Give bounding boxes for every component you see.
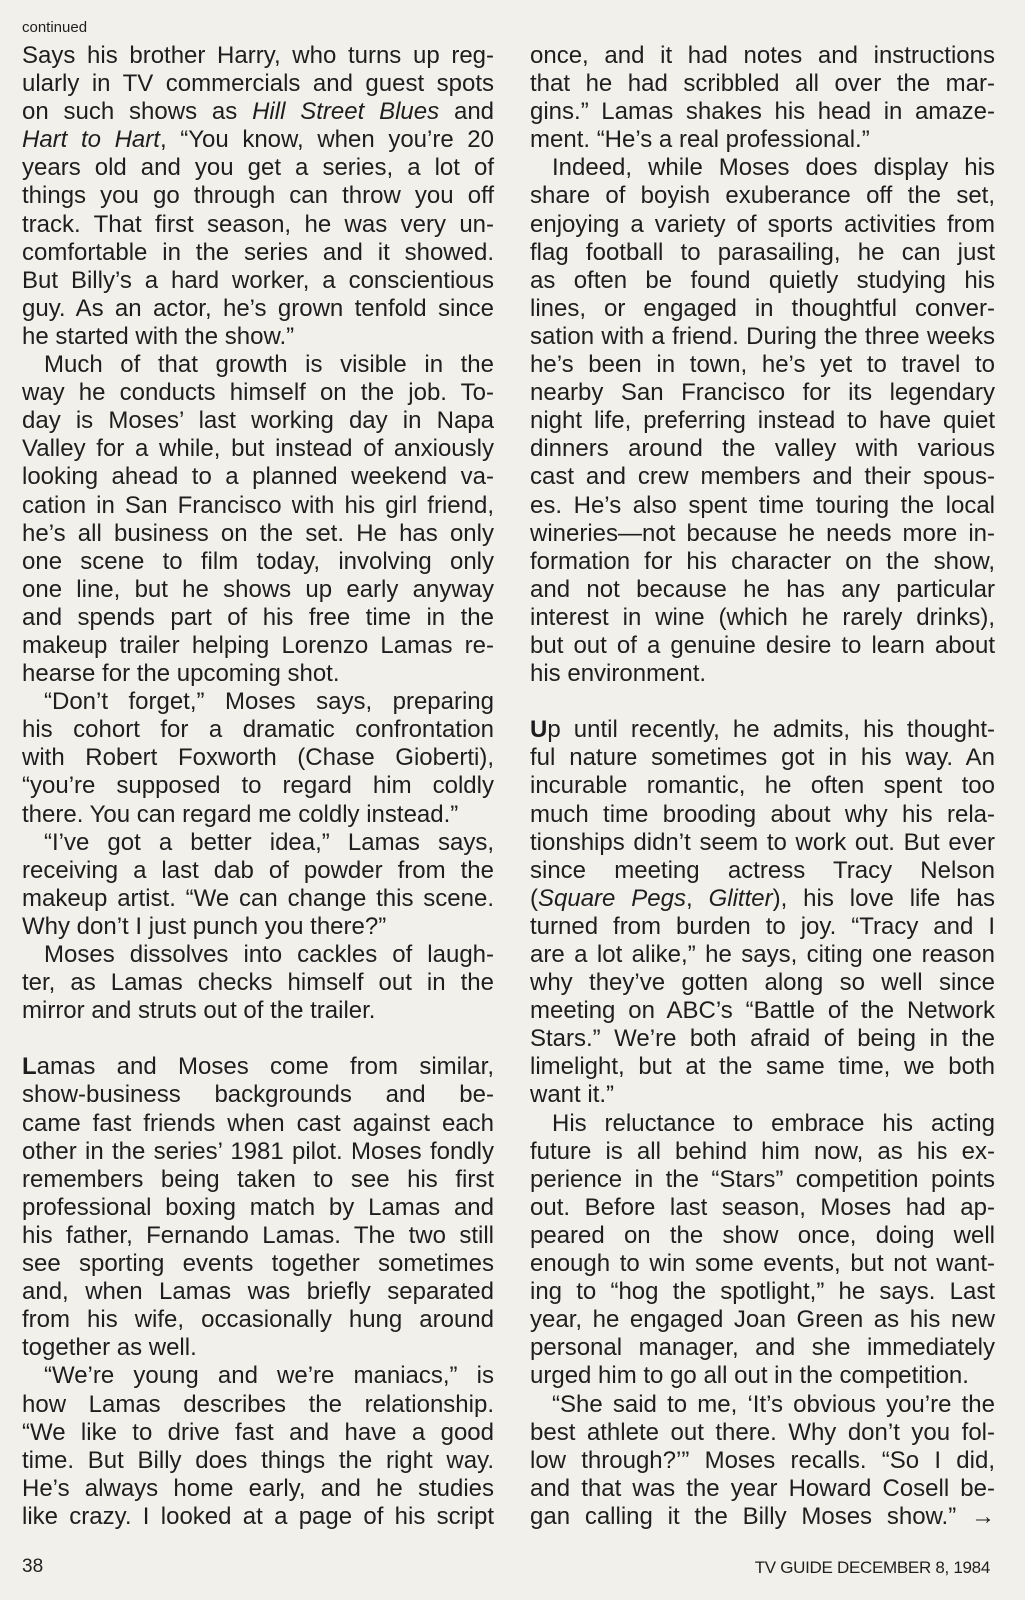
text-run: his cohort for a dramatic confrontation	[22, 716, 494, 744]
text-line	[530, 239, 995, 267]
text-line	[22, 1222, 494, 1250]
paragraph	[530, 1110, 995, 1391]
text-line	[530, 548, 995, 576]
paragraph	[22, 829, 494, 941]
text-run: Moses dissolves into cackles of laugh-	[44, 941, 494, 968]
text-run: tionships didn’t seem to work out. But ever	[530, 828, 995, 856]
text-run: how Lamas describes the relationship.	[22, 1390, 494, 1418]
text-run: professional boxing match by Lamas and	[22, 1193, 494, 1221]
text-line	[22, 70, 494, 98]
section-break	[530, 688, 995, 716]
text-run: on such shows as	[22, 98, 253, 126]
paragraph	[22, 42, 494, 351]
text-line	[22, 660, 494, 688]
text-line	[22, 1250, 494, 1278]
text-line	[530, 126, 995, 154]
text-run: there. You can regard me coldly instead.”	[22, 800, 459, 828]
text-run: interest in wine (which he rarely drinks),	[530, 603, 995, 631]
text-run: urged him to go all out in the competition.	[530, 1362, 969, 1390]
text-run: incurable romantic, he often spent too	[530, 772, 995, 800]
text-line	[530, 182, 995, 210]
text-line	[22, 744, 494, 772]
text-run: time. But Billy does things the right way.	[22, 1446, 494, 1474]
text-line	[530, 1222, 995, 1250]
text-run: formation for his character on the show,	[530, 547, 995, 575]
text-run: enough to win some events, but not want-	[530, 1250, 995, 1278]
text-run: years old and you get a series, a lot of	[22, 154, 494, 182]
text-line	[530, 1362, 995, 1390]
text-run: track. That first season, he was very un-	[22, 210, 494, 238]
text-run: “We’re young and we’re maniacs,” is	[44, 1362, 494, 1390]
text-line	[22, 716, 494, 744]
text-run: from his wife, occasionally hung around	[22, 1306, 494, 1334]
text-line	[530, 211, 995, 239]
text-run: , “You know, when you’re 20	[159, 126, 495, 154]
text-run: Indeed, while Moses does display his	[552, 154, 995, 182]
text-line	[530, 1138, 995, 1166]
text-run: nearby San Francisco for its legendary	[530, 379, 995, 407]
text-line	[530, 379, 995, 407]
section-break	[22, 1025, 494, 1053]
page-number: 38	[22, 1556, 44, 1577]
text-run: turned from burden to joy. “Tracy and I	[530, 912, 995, 940]
text-line	[530, 407, 995, 435]
text-run: his father, Fernando Lamas. The two still	[22, 1221, 494, 1249]
text-line	[530, 351, 995, 379]
bold-initial: L	[22, 1053, 37, 1081]
text-run: comfortable in the series and it showed.	[22, 238, 494, 266]
text-line	[22, 1081, 494, 1109]
text-line	[22, 323, 494, 351]
text-run: and, when Lamas was briefly separated	[22, 1278, 494, 1306]
text-run: ment. “He’s a real professional.”	[530, 126, 870, 154]
text-line	[22, 1306, 494, 1334]
text-line	[530, 42, 995, 70]
text-run: see sporting events together sometimes	[22, 1250, 494, 1278]
text-line	[22, 885, 494, 913]
text-line	[22, 1475, 494, 1503]
text-run: es. He’s also spent time touring the local	[530, 491, 995, 519]
text-line	[22, 829, 494, 857]
text-run: “She said to me, ‘It’s obvious you’re the	[552, 1390, 995, 1418]
text-line	[530, 1081, 995, 1109]
paragraph	[22, 351, 494, 688]
text-run: things you go through can throw you off	[22, 182, 494, 210]
text-line	[22, 688, 494, 716]
text-line	[22, 1362, 494, 1390]
text-line	[530, 1334, 995, 1362]
text-run: “I’ve got a better idea,” Lamas says,	[44, 828, 494, 856]
issue-date: TV GUIDE DECEMBER 8, 1984	[754, 1558, 990, 1577]
text-line	[22, 1138, 494, 1166]
text-line	[530, 492, 995, 520]
text-line	[530, 969, 995, 997]
text-line	[22, 126, 494, 154]
text-line	[530, 323, 995, 351]
text-line	[22, 1503, 494, 1531]
text-line	[22, 154, 494, 182]
text-run: peared on the show once, doing well	[530, 1221, 995, 1249]
text-run: guy. As an actor, he’s grown tenfold since	[22, 294, 494, 322]
text-line	[22, 857, 494, 885]
text-line	[22, 1447, 494, 1475]
text-line	[530, 997, 995, 1025]
text-run: Stars.” We’re both afraid of being in the	[530, 1025, 995, 1053]
text-line	[530, 941, 995, 969]
text-run: He’s always home early, and he studies	[22, 1474, 494, 1502]
text-line	[530, 1419, 995, 1447]
text-line	[530, 1503, 995, 1531]
text-run: but out of a genuine desire to learn about	[530, 631, 995, 659]
text-line	[530, 744, 995, 772]
text-line	[530, 604, 995, 632]
text-run: and	[439, 98, 495, 126]
text-run: gins.” Lamas shakes his head in amaze-	[530, 98, 995, 126]
text-run: he’s been in town, he’s yet to travel to	[530, 351, 995, 379]
text-run: enjoying a variety of sports activities from	[530, 210, 995, 238]
text-line	[530, 716, 995, 744]
text-run: year, he engaged Joan Green as his new	[530, 1306, 995, 1334]
text-run: ful nature sometimes got in his way. An	[530, 744, 995, 772]
text-run: gan calling it the Billy Moses show.” →	[530, 1502, 995, 1530]
text-line	[22, 772, 494, 800]
text-line	[530, 70, 995, 98]
text-run: share of boyish exuberance off the set,	[530, 182, 995, 210]
text-run: p until recently, he admits, his thought-	[547, 716, 995, 744]
text-line	[530, 1250, 995, 1278]
article-column-right	[530, 42, 995, 1531]
text-line	[530, 98, 995, 126]
text-run: “We like to drive fast and have a good	[22, 1418, 494, 1446]
text-run: Says his brother Harry, who turns up reg-	[22, 42, 494, 69]
text-run: hearse for the upcoming shot.	[22, 660, 340, 688]
text-run: Much of that growth is visible in the	[44, 351, 494, 379]
text-run: remembers being taken to see his first	[22, 1165, 494, 1193]
text-line	[22, 913, 494, 941]
text-run: Valley for a while, but instead of anxiously	[22, 435, 494, 463]
text-line	[22, 1110, 494, 1138]
bold-initial: U	[530, 716, 548, 744]
text-line	[22, 969, 494, 997]
text-run: are a lot alike,” he says, citing one reason	[530, 941, 995, 968]
text-line	[530, 857, 995, 885]
text-line	[22, 1334, 494, 1362]
text-line	[22, 1391, 494, 1419]
text-line	[530, 295, 995, 323]
text-run: cast and crew members and their spous-	[530, 463, 995, 491]
text-run: other in the series’ 1981 pilot. Moses fondly	[22, 1137, 494, 1165]
text-line	[530, 829, 995, 857]
text-line	[22, 239, 494, 267]
text-run: ularly in TV commercials and guest spots	[22, 70, 494, 98]
text-run: limelight, but at the same time, we both	[530, 1053, 995, 1081]
text-run: amas and Moses come from similar,	[36, 1053, 494, 1081]
text-line	[22, 182, 494, 210]
text-line	[530, 463, 995, 491]
text-run: looking ahead to a planned weekend va-	[22, 463, 494, 491]
text-run: that he had scribbled all over the mar-	[530, 70, 995, 98]
article-column-left	[22, 42, 494, 1531]
text-run: he’s all business on the set. He has only	[22, 519, 494, 547]
text-run: ing to “hog the spotlight,” he says. Last	[530, 1278, 995, 1306]
text-run: together as well.	[22, 1334, 197, 1362]
italic-title: Square Pegs	[538, 884, 687, 912]
text-line	[530, 1278, 995, 1306]
paragraph	[530, 154, 995, 688]
text-line	[530, 1110, 995, 1138]
text-run: low through?’” Moses recalls. “So I did,	[530, 1446, 995, 1474]
paragraph	[22, 688, 494, 828]
paragraph	[22, 941, 494, 1025]
text-line	[22, 604, 494, 632]
text-run: flag football to parasailing, he can just	[530, 238, 995, 266]
text-line	[22, 435, 494, 463]
text-run: one scene to film today, involving only	[22, 547, 494, 575]
paragraph	[22, 1362, 494, 1531]
text-line	[22, 520, 494, 548]
text-line	[530, 267, 995, 295]
text-line	[22, 801, 494, 829]
text-line	[22, 379, 494, 407]
text-run: since meeting actress Tracy Nelson	[530, 856, 995, 884]
paragraph	[530, 42, 995, 154]
text-run: day is Moses’ last working day in Napa	[22, 407, 494, 435]
text-line	[22, 1166, 494, 1194]
text-line	[530, 1166, 995, 1194]
text-run: one line, but he shows up early anyway	[22, 575, 494, 603]
text-run: once, and it had notes and instructions	[530, 42, 995, 69]
paragraph	[530, 1391, 995, 1531]
italic-title: Glitter	[708, 884, 773, 912]
text-line	[22, 1278, 494, 1306]
continued-label: continued	[22, 19, 88, 36]
paragraph	[530, 716, 995, 1109]
paragraph	[22, 1053, 494, 1362]
text-run: show-business backgrounds and be-	[22, 1081, 494, 1109]
text-line	[22, 576, 494, 604]
text-run: His reluctance to embrace his acting	[552, 1109, 995, 1137]
text-run: and that was the year Howard Cosell be-	[530, 1474, 995, 1502]
text-run: and not because he has any particular	[530, 575, 995, 603]
text-line	[22, 941, 494, 969]
text-line	[22, 267, 494, 295]
text-run: personal manager, and she immediately	[530, 1334, 995, 1362]
text-line	[530, 913, 995, 941]
text-run: came fast friends when cast against each	[22, 1109, 494, 1137]
text-run: best athlete out there. Why don’t you fol-	[530, 1418, 995, 1446]
text-run: ), his love life has	[772, 884, 995, 912]
text-line	[530, 435, 995, 463]
text-run: why they’ve gotten along so well since	[530, 969, 995, 997]
text-line	[530, 660, 995, 688]
text-line	[530, 772, 995, 800]
text-line	[22, 463, 494, 491]
text-run: makeup artist. “We can change this scene.	[22, 884, 494, 912]
text-line	[530, 576, 995, 604]
text-line	[530, 801, 995, 829]
text-line	[22, 632, 494, 660]
text-run: with Robert Foxworth (Chase Gioberti),	[22, 744, 494, 772]
text-line	[530, 632, 995, 660]
text-run: way he conducts himself on the job. To-	[22, 379, 494, 407]
text-line	[22, 98, 494, 126]
text-run: as often be found quietly studying his	[530, 266, 995, 294]
text-run: perience in the “Stars” competition points	[530, 1165, 995, 1193]
text-run: ter, as Lamas checks himself out in the	[22, 969, 494, 997]
text-line	[22, 42, 494, 70]
text-run: and spends part of his free time in the	[22, 603, 494, 631]
text-line	[22, 211, 494, 239]
text-line	[530, 154, 995, 182]
italic-title: Hart to Hart	[22, 126, 160, 154]
text-run: Why don’t I just punch you there?”	[22, 912, 387, 940]
text-line	[22, 1194, 494, 1222]
text-line	[530, 885, 995, 913]
text-run: much time brooding about why his rela-	[530, 800, 995, 828]
text-line	[22, 492, 494, 520]
text-run: (	[530, 884, 538, 912]
text-line	[22, 407, 494, 435]
text-run: future is all behind him now, as his ex-	[530, 1137, 995, 1165]
text-run: mirror and struts out of the trailer.	[22, 997, 376, 1025]
text-line	[22, 548, 494, 576]
text-run: his environment.	[530, 660, 707, 688]
text-run: want it.”	[530, 1081, 615, 1109]
text-run: meeting on ABC’s “Battle of the Network	[530, 997, 995, 1025]
text-line	[530, 1194, 995, 1222]
text-run: out. Before last season, Moses had ap-	[530, 1193, 995, 1221]
text-run: night life, preferring instead to have quiet	[530, 407, 995, 435]
text-line	[530, 520, 995, 548]
text-line	[530, 1053, 995, 1081]
text-line	[22, 1053, 494, 1081]
text-run: he started with the show.”	[22, 322, 295, 350]
italic-title: Hill Street Blues	[252, 98, 440, 126]
text-line	[22, 351, 494, 379]
text-line	[530, 1025, 995, 1053]
text-line	[530, 1306, 995, 1334]
text-line	[530, 1447, 995, 1475]
text-run: ,	[686, 884, 709, 912]
text-run: dinners around the valley with various	[530, 435, 995, 463]
text-run: wineries—not because he needs more in-	[530, 519, 995, 547]
text-line	[530, 1391, 995, 1419]
text-run: lines, or engaged in thoughtful conver-	[530, 294, 995, 322]
text-run: But Billy’s a hard worker, a conscientious	[22, 266, 494, 294]
text-run: makeup trailer helping Lorenzo Lamas re-	[22, 631, 494, 659]
text-run: “you’re supposed to regard him coldly	[22, 772, 494, 800]
text-line	[22, 1419, 494, 1447]
text-run: like crazy. I looked at a page of his script	[22, 1502, 494, 1530]
text-run: sation with a friend. During the three weeks	[530, 322, 995, 350]
text-run: receiving a last dab of powder from the	[22, 856, 494, 884]
text-line	[22, 997, 494, 1025]
text-run: “Don’t forget,” Moses says, preparing	[44, 688, 494, 716]
text-line	[22, 295, 494, 323]
text-line	[530, 1475, 995, 1503]
text-run: cation in San Francisco with his girl friend,	[22, 491, 494, 519]
